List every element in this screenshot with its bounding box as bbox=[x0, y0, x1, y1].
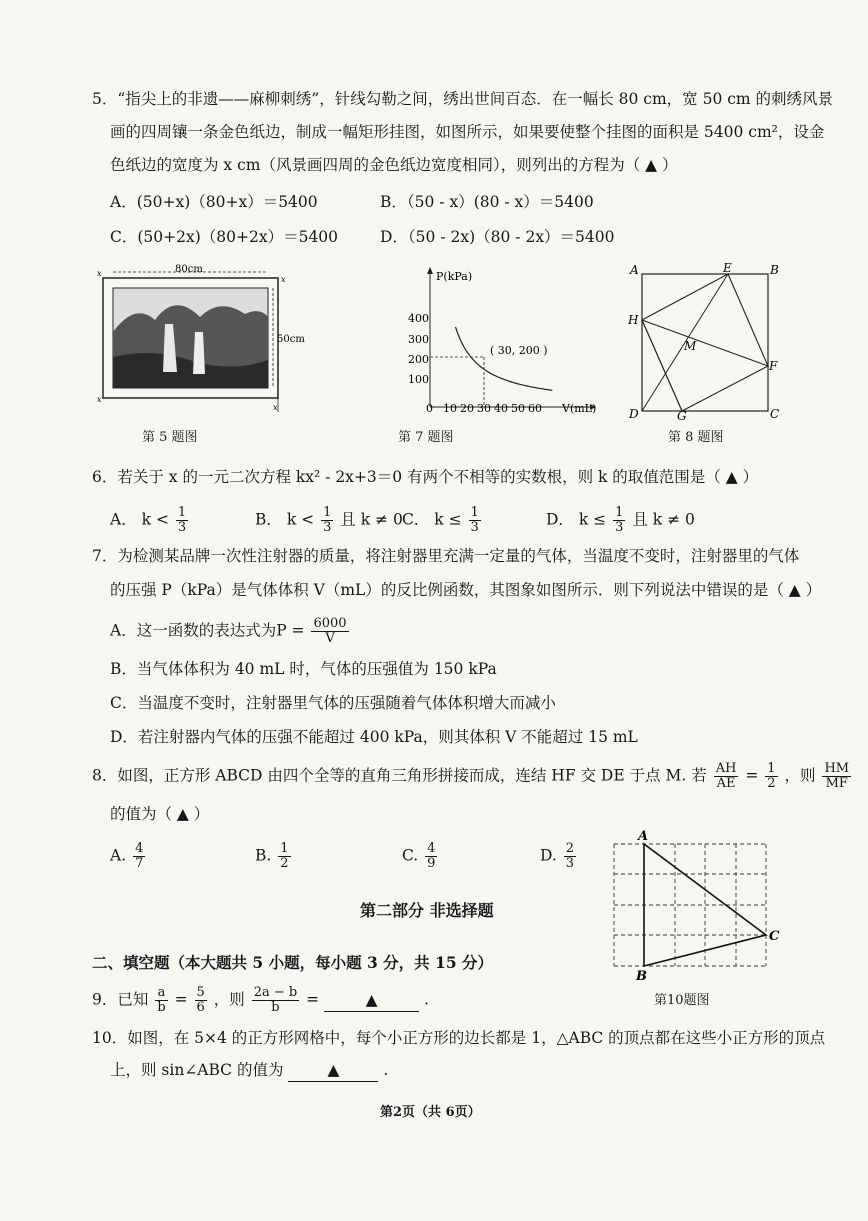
frac-num: 2a − b bbox=[253, 985, 298, 1000]
q7-option-c: C．当温度不变时，注射器里气体的压强随着气体体积增大而减小 bbox=[110, 694, 556, 712]
page-footer: 第2页（共 6页） bbox=[380, 1105, 481, 1120]
q8-equals: = bbox=[745, 766, 759, 785]
q9-end: . bbox=[424, 990, 429, 1009]
frac-den: AE bbox=[716, 776, 736, 791]
q6-option-a-frac bbox=[176, 506, 188, 535]
fig10-caption: 第10题图 bbox=[654, 993, 710, 1008]
fig5-caption: 第 5 题图 bbox=[142, 430, 198, 445]
q6-stem: 6．若关于 x 的一元二次方程 kx² - 2x+3＝0 有两个不相等的实数根，则 k 的取值范围是（ ▲ ） bbox=[92, 468, 759, 486]
q6-option-d-frac bbox=[613, 506, 625, 535]
q8-frac-hm-mf bbox=[822, 762, 851, 791]
q6-option-d-label: D． k ≤ bbox=[546, 510, 607, 529]
q7-line1: 7．为检测某品牌一次性注射器的质量，将注射器里充满一定量的气体，当温度不变时，注射器里的气体 bbox=[92, 547, 800, 565]
frac-den: 6 bbox=[196, 1000, 205, 1015]
frac-den: 9 bbox=[427, 856, 436, 871]
q8-option-b bbox=[255, 842, 293, 871]
q9-frac-5-6 bbox=[195, 986, 207, 1015]
fig7-xtick-60: 60 bbox=[528, 402, 542, 415]
q9-answer-blank[interactable]: ▲ bbox=[324, 989, 419, 1012]
q8-option-a-frac bbox=[133, 842, 145, 871]
q6-option-d-condition: 且 k ≠ 0 bbox=[632, 510, 695, 529]
fig8-label-g: G bbox=[677, 409, 687, 422]
frac-den: 3 bbox=[470, 520, 479, 535]
fig7-xtick-10: 10 bbox=[443, 402, 457, 415]
q8-option-d bbox=[540, 842, 578, 871]
q8-frac-half bbox=[765, 762, 777, 791]
q6-option-a-label: A． k < bbox=[110, 510, 169, 529]
fig8-line-hg bbox=[642, 320, 682, 411]
fig7-caption: 第 7 题图 bbox=[398, 430, 454, 445]
q8-option-d-label: D. bbox=[540, 846, 557, 865]
fig7-ytick-400: 400 bbox=[408, 312, 429, 325]
q9-frac-a-b bbox=[155, 986, 167, 1015]
fig8-label-m: M bbox=[684, 339, 697, 353]
q8-option-c-label: C. bbox=[402, 846, 419, 865]
q8-option-a bbox=[110, 842, 147, 871]
fig5-x-label-tl: x bbox=[97, 269, 102, 278]
fig8-caption: 第 8 题图 bbox=[668, 430, 724, 445]
q9-equals-1: = bbox=[174, 990, 188, 1009]
q10-end: . bbox=[383, 1061, 389, 1079]
frac-den: 2 bbox=[280, 856, 289, 871]
fig7-ytick-200: 200 bbox=[408, 353, 429, 366]
q5-option-a: A．(50+x)（80+x）＝5400 bbox=[110, 193, 318, 211]
q8-option-c-frac bbox=[425, 842, 437, 871]
q10-answer-blank[interactable]: ▲ bbox=[288, 1059, 378, 1082]
q7-option-d: D．若注射器内气体的压强不能超过 400 kPa，则其体积 V 不能超过 15 mL bbox=[110, 728, 638, 746]
fig8-label-a: A bbox=[630, 263, 639, 277]
frac-num: AH bbox=[715, 761, 737, 776]
figure-8 bbox=[624, 262, 794, 422]
fig7-xtick-40: 40 bbox=[494, 402, 508, 415]
q7-option-a-frac bbox=[311, 617, 348, 646]
fig7-ytick-100: 100 bbox=[408, 373, 429, 386]
fig5-width-label: 80cm bbox=[175, 264, 203, 275]
fig8-label-d: D bbox=[629, 407, 639, 421]
q8-frac-ah-ae bbox=[714, 762, 739, 791]
q6-option-b-label: B． k < bbox=[255, 510, 315, 529]
frac-num: 1 bbox=[177, 505, 187, 520]
frac-den: 3 bbox=[177, 520, 187, 535]
q5-line2: 画的四周镶一条金色纸边，制成一幅矩形挂图，如图所示，如果要使整个挂图的面积是 5400 cm²，设金 bbox=[110, 123, 825, 141]
frac-num: 1 bbox=[615, 505, 624, 520]
fig8-label-f: F bbox=[769, 359, 778, 373]
q5-line1: 5．“指尖上的非遗——麻柳刺绣”，针线勾勒之间，绣出世间百态．在一幅长 80 cm，宽 50 cm 的刺绣风景 bbox=[92, 90, 834, 108]
fig7-y-arrow bbox=[427, 267, 433, 274]
frac-num: 4 bbox=[135, 841, 144, 856]
fig7-xtick-20: 20 bbox=[460, 402, 474, 415]
fig10-label-a: A bbox=[638, 829, 649, 844]
fig7-point-label: ( 30, 200 ) bbox=[490, 344, 548, 357]
q6-option-b-frac bbox=[321, 506, 333, 535]
fig8-line-hf bbox=[642, 320, 768, 366]
q8-line1 bbox=[92, 762, 853, 791]
fig7-curve bbox=[456, 327, 553, 390]
fig10-label-b: B bbox=[636, 969, 647, 984]
frac-den: b bbox=[271, 1000, 280, 1015]
q6-option-b bbox=[255, 506, 403, 535]
q8-then: ，则 bbox=[784, 766, 816, 785]
fig7-xtick-50: 50 bbox=[511, 402, 525, 415]
fig5-waterfall-2 bbox=[193, 332, 205, 374]
fig7-ytick-300: 300 bbox=[408, 333, 429, 346]
frac-num: 1 bbox=[323, 505, 332, 520]
q6-option-c bbox=[402, 506, 483, 535]
frac-den: MF bbox=[825, 776, 848, 791]
frac-num: 1 bbox=[280, 841, 289, 856]
frac-den: 3 bbox=[323, 520, 332, 535]
q8-option-b-frac bbox=[278, 842, 290, 871]
q7-option-a bbox=[110, 617, 351, 646]
fig7-ylabel: P(kPa) bbox=[436, 270, 473, 283]
q5-option-d: D．（50 - 2x)（80 - 2x）＝5400 bbox=[380, 228, 615, 246]
part2-title: 第二部分 非选择题 bbox=[360, 901, 494, 920]
q7-option-b: B．当气体体积为 40 mL 时，气体的压强值为 150 kPa bbox=[110, 660, 497, 678]
figure-7 bbox=[400, 262, 610, 422]
fig7-xtick-30: 30 bbox=[477, 402, 491, 415]
fig8-label-b: B bbox=[770, 263, 779, 277]
frac-num: 1 bbox=[767, 761, 776, 776]
frac-den: V bbox=[325, 631, 335, 646]
q5-option-c: C．(50+2x)（80+2x）＝5400 bbox=[110, 228, 339, 246]
figure-5 bbox=[95, 262, 315, 422]
frac-num: 4 bbox=[427, 841, 436, 856]
fig5-x-label-br: x bbox=[273, 403, 278, 412]
figure-10 bbox=[600, 826, 790, 986]
fig8-label-h: H bbox=[628, 313, 639, 327]
q9-mid: ，则 bbox=[213, 990, 245, 1009]
q8-line2: 的值为（ ▲ ） bbox=[110, 805, 210, 823]
frac-den: 3 bbox=[615, 520, 624, 535]
frac-num: a bbox=[155, 986, 167, 1001]
frac-num: 2 bbox=[565, 841, 575, 856]
frac-num: HM bbox=[824, 761, 850, 776]
q9-equals-2: = bbox=[306, 990, 320, 1009]
frac-den: 3 bbox=[565, 856, 575, 871]
fig8-label-c: C bbox=[770, 407, 780, 421]
frac-num: 1 bbox=[470, 505, 479, 520]
q8-option-c bbox=[402, 842, 439, 871]
q5-line3: 色纸边的宽度为 x cm（风景画四周的金色纸边宽度相同），则列出的方程为（ ▲ ） bbox=[110, 156, 678, 174]
q7-line2: 的压强 P（kPa）是气体体积 V（mL）的反比例函数，其图象如图所示．则下列说法中错误的是（ ▲ ） bbox=[110, 581, 822, 599]
q6-option-a bbox=[110, 506, 190, 535]
fig5-height-label: 50cm bbox=[277, 334, 305, 345]
q8-option-a-label: A. bbox=[110, 846, 127, 865]
fig5-x-label-tr: x bbox=[281, 275, 286, 284]
fig7-xtick-0: 0 bbox=[426, 402, 433, 415]
fig5-x-label-bl: x bbox=[97, 395, 102, 404]
fig10-grid bbox=[614, 844, 766, 966]
q8-option-b-label: B. bbox=[255, 846, 272, 865]
fig8-label-e: E bbox=[723, 262, 732, 275]
q10-line2 bbox=[110, 1059, 388, 1082]
frac-num: 5 bbox=[196, 985, 205, 1000]
q8-stem: 8．如图，正方形 ABCD 由四个全等的直角三角形拼接而成，连结 HF 交 DE 于点 M. 若 bbox=[92, 766, 707, 785]
q9-frac-expr bbox=[252, 986, 300, 1015]
q9 bbox=[92, 986, 429, 1015]
frac-den: 2 bbox=[767, 776, 776, 791]
frac-den: b bbox=[157, 1000, 166, 1015]
frac-den: 7 bbox=[135, 856, 144, 871]
fig10-label-c: C bbox=[769, 929, 780, 944]
q10-stem: 上，则 sin∠ABC 的值为 bbox=[110, 1061, 284, 1079]
q6-option-b-condition: 且 k ≠ 0 bbox=[340, 510, 403, 529]
q7-option-a-label: A．这一函数的表达式为P = bbox=[110, 621, 305, 640]
fig7-xlabel: V(mL) bbox=[562, 402, 597, 415]
frac-num: 6000 bbox=[313, 616, 347, 631]
q6-option-c-frac bbox=[469, 506, 481, 535]
q5-option-b: B．（50 - x）(80 - x）＝5400 bbox=[380, 193, 594, 211]
q9-prefix: 9．已知 bbox=[92, 990, 149, 1009]
q8-option-d-frac bbox=[564, 842, 576, 871]
q6-option-c-label: C． k ≤ bbox=[402, 510, 462, 529]
q10-line1: 10．如图，在 5×4 的正方形网格中，每个小正方形的边长都是 1，△ABC 的顶点都在这些小正方形的顶点 bbox=[92, 1029, 826, 1047]
section2-title: 二、填空题（本大题共 5 小题，每小题 3 分，共 15 分） bbox=[92, 953, 494, 972]
q6-option-d bbox=[546, 506, 695, 535]
